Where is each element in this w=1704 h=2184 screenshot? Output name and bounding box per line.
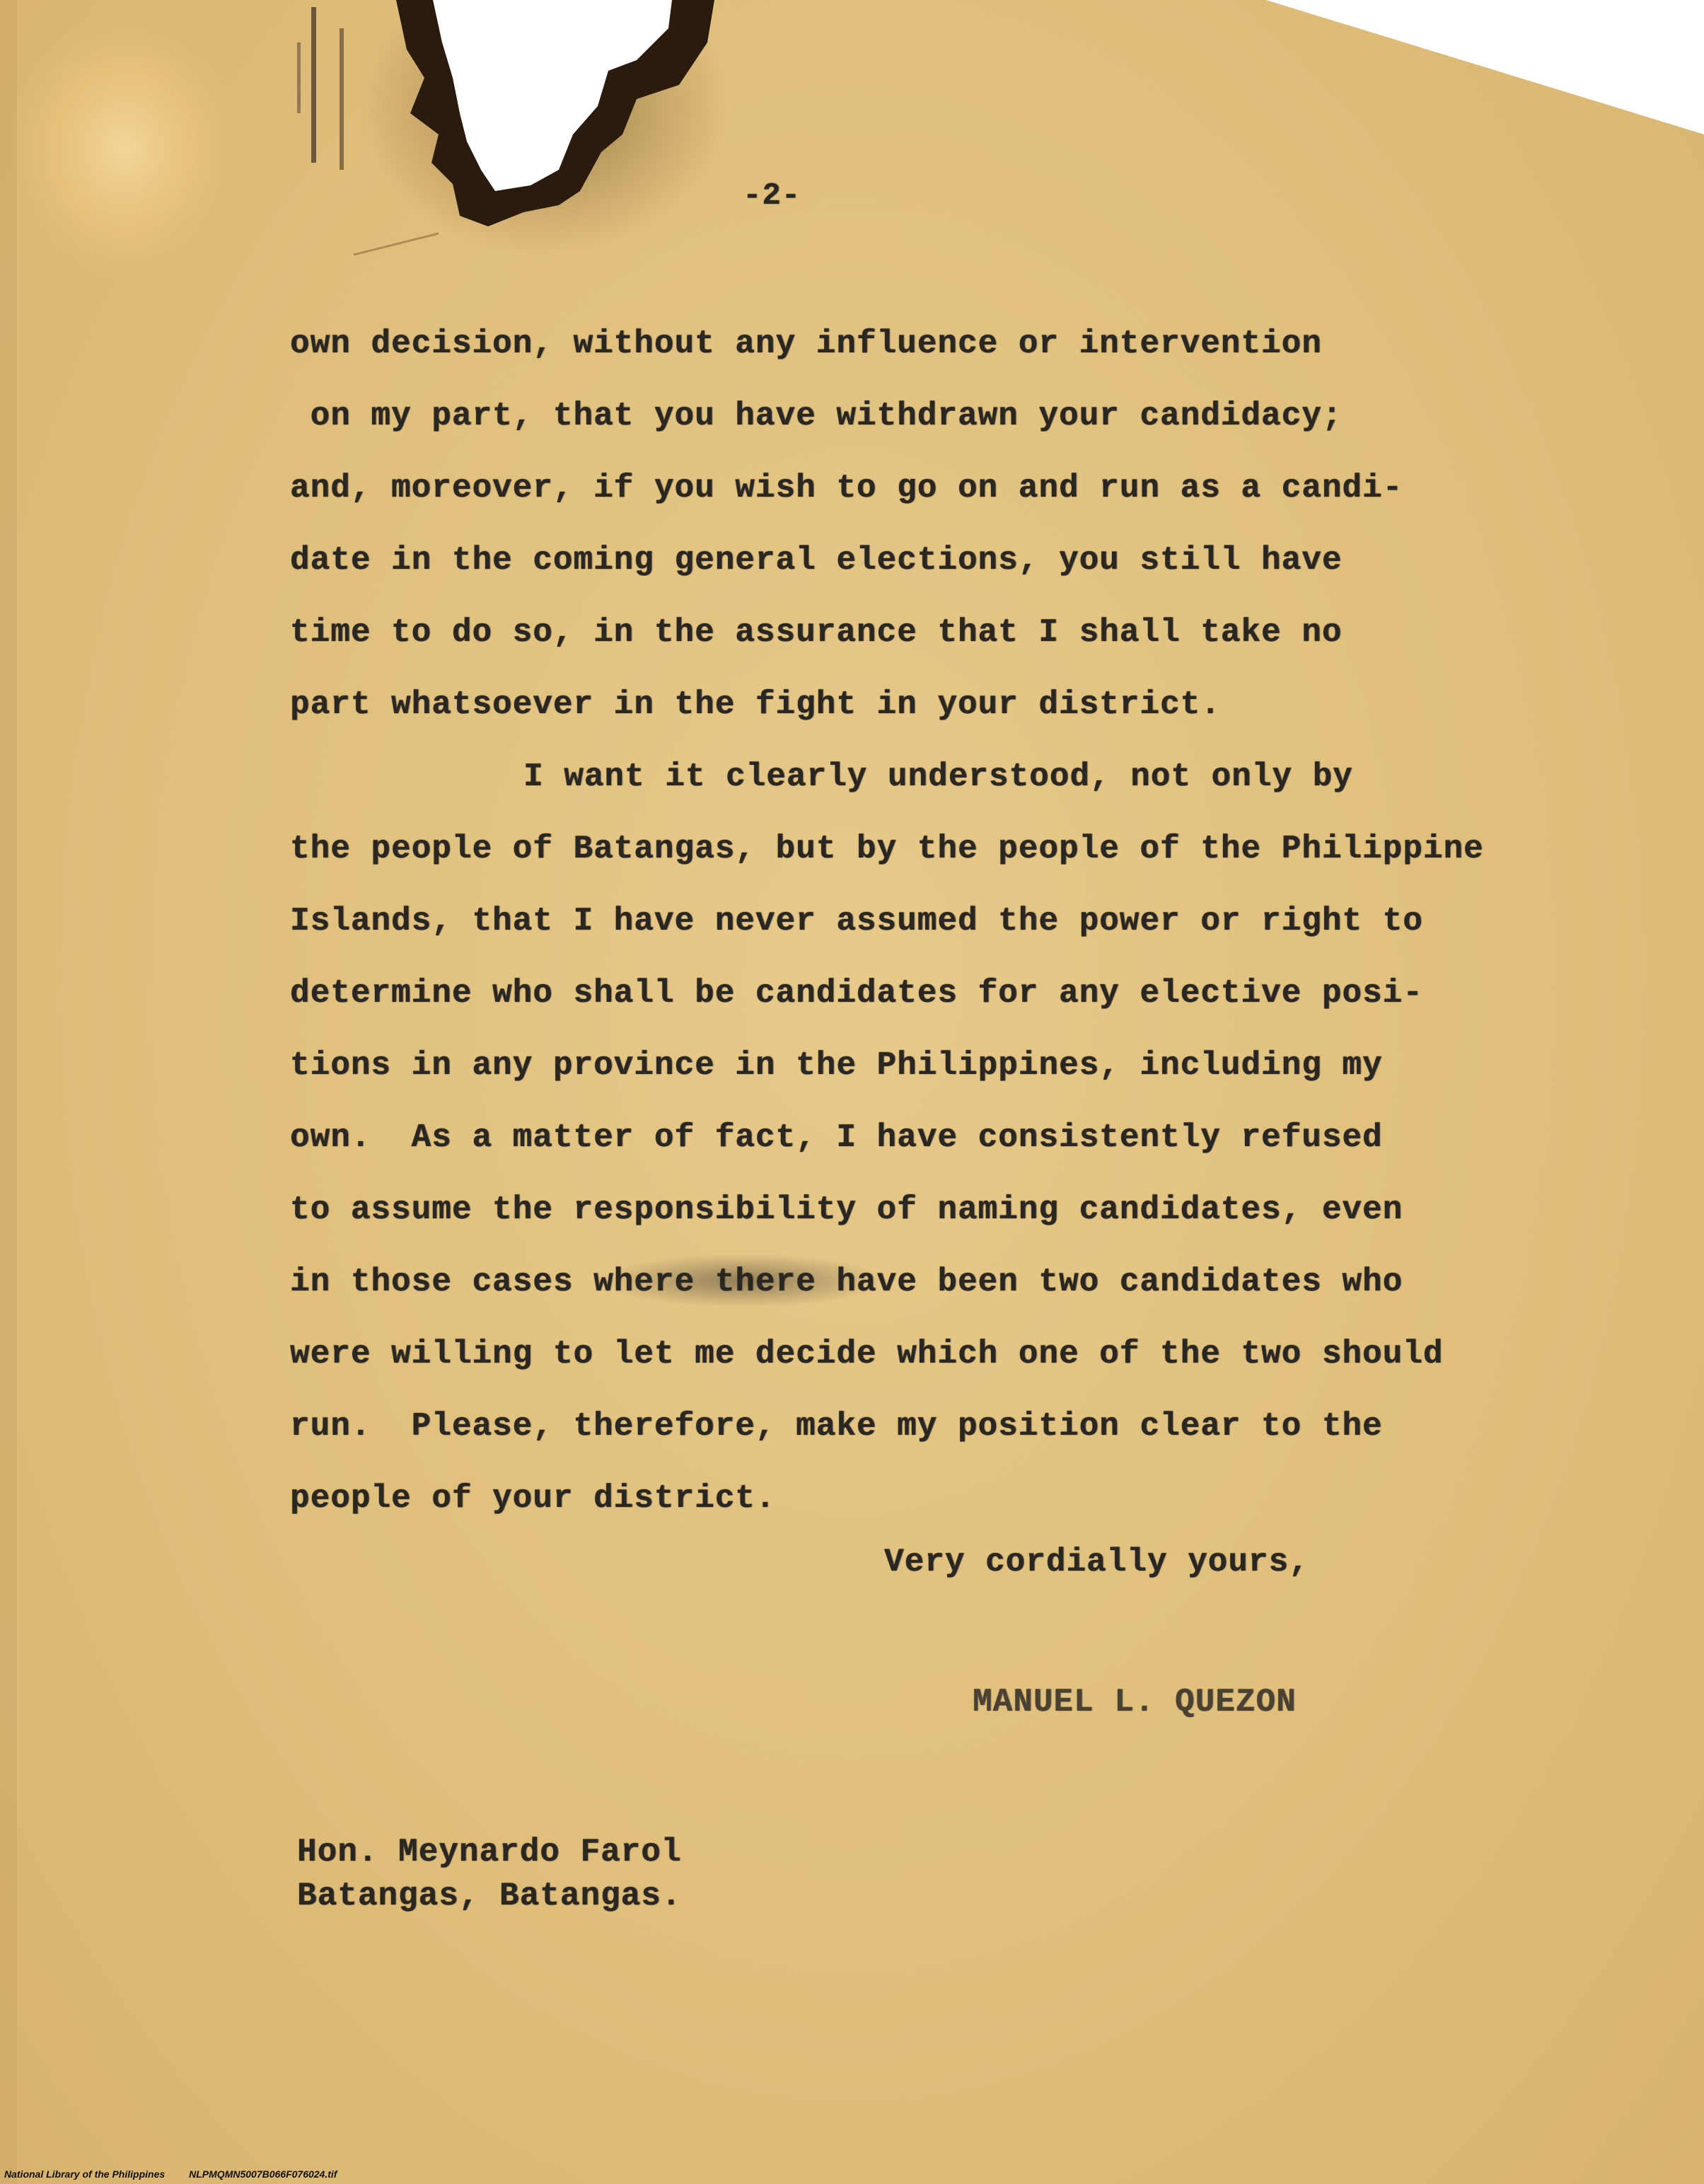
body-line: Islands, that I have never assumed the power or right to (290, 903, 1423, 940)
body-line: to assume the responsibility of naming candidates, even (290, 1191, 1403, 1228)
body-line: time to do so, in the assurance that I shall take no (290, 614, 1343, 651)
body-line: in those cases where there have been two candidates who (290, 1264, 1403, 1300)
body-line: determine who shall be candidates for any elective posi- (290, 975, 1423, 1012)
body-line: the people of Batangas, but by the people of the Philippine (290, 831, 1484, 867)
body-line: own. As a matter of fact, I have consistently refused (290, 1119, 1383, 1156)
file-id: NLPMQMN5007B066F076024.tif (189, 2168, 337, 2180)
body-line: on my part, that you have withdrawn your candidacy; (290, 398, 1343, 434)
paragraph-first-line: I want it clearly understood, not only by (523, 758, 1353, 795)
body-line: people of your district. (290, 1480, 776, 1517)
scan-footer (4, 2168, 361, 2180)
staple-mark (340, 28, 344, 170)
addressee-location: Batangas, Batangas. (297, 1878, 682, 1914)
complimentary-close: Very cordially yours, (884, 1544, 1309, 1581)
page-number: -2- (743, 178, 801, 214)
body-line: were willing to let me decide which one of the two should (290, 1336, 1444, 1373)
staple-mark (311, 7, 316, 163)
body-line: and, moreover, if you wish to go on and run as a candi- (290, 470, 1403, 507)
signature-name: MANUEL L. QUEZON (973, 1684, 1297, 1721)
library-credit: National Library of the Philippines (4, 2168, 166, 2180)
body-line: date in the coming general elections, you still have (290, 542, 1343, 579)
water-stain (7, 14, 240, 283)
body-line: run. Please, therefore, make my position clear to the (290, 1408, 1383, 1445)
body-line: tions in any province in the Philippines, including my (290, 1047, 1383, 1084)
torn-corner (1266, 0, 1704, 134)
addressee-name: Hon. Meynardo Farol (297, 1834, 682, 1871)
body-line: part whatsoever in the fight in your district. (290, 686, 1221, 723)
staple-mark (297, 42, 301, 113)
body-line: own decision, without any influence or intervention (290, 325, 1322, 362)
